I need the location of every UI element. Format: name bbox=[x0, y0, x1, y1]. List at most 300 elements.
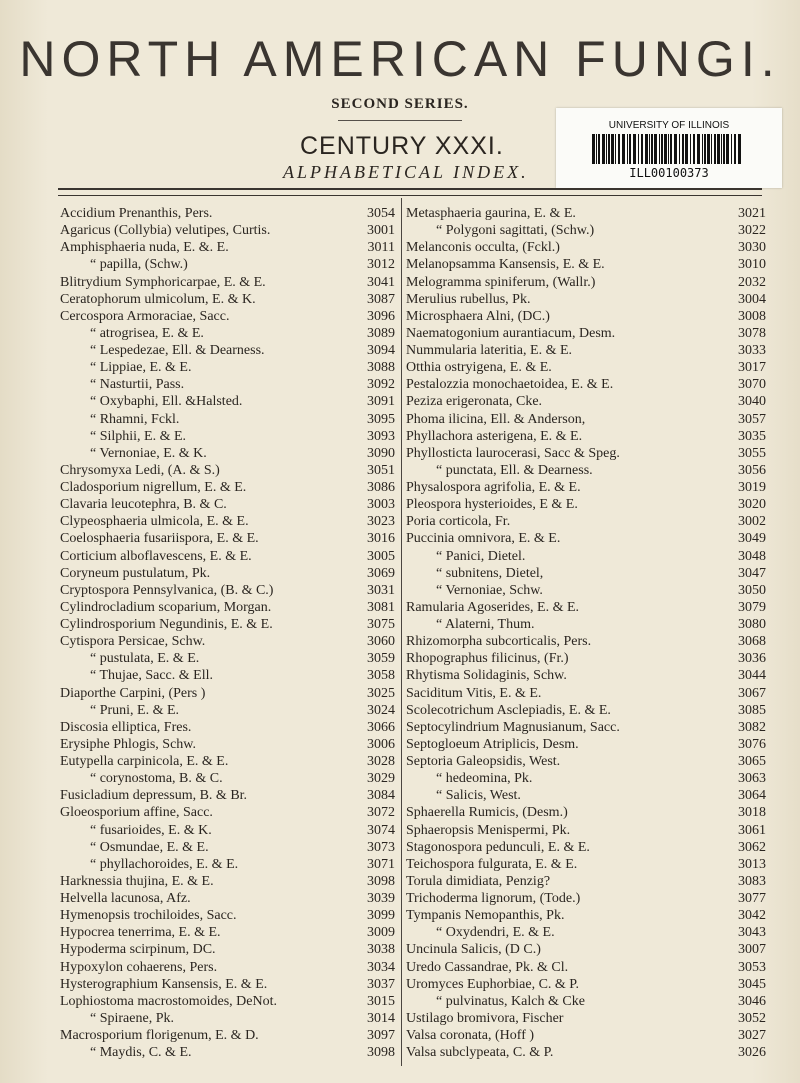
specimen-number: 3047 bbox=[738, 565, 766, 581]
species-name: “ fusarioides, E. & K. bbox=[90, 822, 212, 838]
index-entry bbox=[60, 804, 395, 821]
index-entry bbox=[406, 993, 766, 1010]
index-entry bbox=[60, 633, 395, 650]
specimen-number: 3074 bbox=[367, 822, 395, 838]
specimen-number: 3042 bbox=[738, 908, 766, 924]
index-entry bbox=[406, 256, 766, 273]
specimen-number: 3034 bbox=[367, 959, 395, 975]
species-name: “ Lippiae, E. & E. bbox=[90, 360, 192, 376]
column-divider bbox=[401, 198, 402, 1066]
index-entry bbox=[406, 770, 766, 787]
species-name: “ Panici, Dietel. bbox=[436, 548, 526, 564]
specimen-number: 3083 bbox=[738, 873, 766, 889]
species-name: Naematogonium aurantiacum, Desm. bbox=[406, 325, 616, 341]
specimen-number: 3068 bbox=[738, 634, 766, 650]
species-name: “ Maydis, C. & E. bbox=[90, 1045, 192, 1061]
index-entry bbox=[60, 856, 395, 873]
species-name: Uredo Cassandrae, Pk. & Cl. bbox=[406, 959, 569, 975]
species-name: Tympanis Nemopanthis, Pk. bbox=[406, 908, 565, 924]
specimen-number: 3079 bbox=[738, 599, 766, 615]
specimen-number: 3067 bbox=[738, 685, 766, 701]
index-entry bbox=[406, 445, 766, 462]
index-entry bbox=[406, 565, 766, 582]
index-entry bbox=[60, 1027, 395, 1044]
specimen-number: 3070 bbox=[738, 377, 766, 393]
species-name: Erysiphe Phlogis, Schw. bbox=[60, 736, 196, 752]
specimen-number: 3087 bbox=[367, 291, 395, 307]
species-name: Nummularia lateritia, E. & E. bbox=[406, 343, 573, 358]
specimen-number: 3040 bbox=[738, 394, 766, 410]
species-name: Pestalozzia monochaetoidea, E. & E. bbox=[406, 377, 614, 393]
species-name: Sphaeropsis Menispermi, Pk. bbox=[406, 822, 571, 838]
index-entry bbox=[406, 359, 766, 376]
specimen-number: 3086 bbox=[367, 480, 395, 495]
index-entry bbox=[60, 205, 395, 222]
specimen-number: 3041 bbox=[367, 274, 395, 290]
species-name: Hysterographium Kansensis, E. & E. bbox=[60, 976, 268, 992]
index-entry bbox=[60, 479, 395, 496]
specimen-number: 3051 bbox=[367, 462, 395, 478]
index-entry bbox=[60, 650, 395, 667]
species-name: Scolecotrichum Asclepiadis, E. & E. bbox=[406, 702, 611, 718]
index-entry bbox=[406, 291, 766, 308]
index-entry bbox=[60, 959, 395, 976]
index-entry bbox=[60, 616, 395, 633]
specimen-number: 3095 bbox=[367, 411, 395, 427]
specimen-number: 3081 bbox=[367, 599, 395, 615]
specimen-number: 3098 bbox=[367, 1045, 395, 1061]
specimen-number: 3045 bbox=[738, 976, 766, 992]
specimen-number: 3027 bbox=[738, 1028, 766, 1043]
species-name: Ceratophorum ulmicolum, E. & K. bbox=[60, 291, 256, 307]
specimen-number: 3098 bbox=[367, 873, 395, 889]
specimen-number: 3075 bbox=[367, 617, 395, 632]
specimen-number: 3013 bbox=[738, 856, 766, 872]
index-entry bbox=[60, 428, 395, 445]
index-entry bbox=[406, 582, 766, 599]
species-name: “ corynostoma, B. & C. bbox=[90, 771, 223, 787]
specimen-number: 3052 bbox=[738, 1010, 766, 1026]
barcode-icon bbox=[592, 134, 746, 164]
species-name: “ Osmundae, E. & E. bbox=[90, 839, 209, 855]
species-name: Eutypella carpinicola, E. & E. bbox=[60, 754, 229, 769]
specimen-number: 3076 bbox=[738, 736, 766, 752]
specimen-number: 3063 bbox=[738, 771, 766, 787]
specimen-number: 3099 bbox=[367, 908, 395, 924]
index-entry bbox=[60, 753, 395, 770]
index-entry bbox=[406, 787, 766, 804]
species-name: Peziza erigeronata, Cke. bbox=[406, 394, 543, 410]
species-name: “ Nasturtii, Pass. bbox=[90, 377, 185, 393]
index-entry bbox=[406, 753, 766, 770]
species-name: “ Rhamni, Fckl. bbox=[90, 411, 180, 427]
specimen-number: 3069 bbox=[367, 565, 395, 581]
index-entry bbox=[60, 513, 395, 530]
index-entry bbox=[406, 411, 766, 428]
specimen-number: 3003 bbox=[367, 497, 395, 513]
specimen-number: 3093 bbox=[367, 428, 395, 444]
index-entry bbox=[60, 325, 395, 342]
header-rule-thin bbox=[58, 195, 762, 196]
index-entry bbox=[406, 222, 766, 239]
index-entry bbox=[406, 1044, 766, 1061]
specimen-number: 3010 bbox=[738, 257, 766, 273]
index-entry bbox=[406, 376, 766, 393]
header-rule-thick bbox=[58, 188, 762, 190]
species-name: “ Polygoni sagittati, (Schw.) bbox=[436, 223, 595, 239]
species-name: Helvella lacunosa, Afz. bbox=[60, 891, 191, 906]
index-entry bbox=[406, 325, 766, 342]
specimen-number: 3015 bbox=[367, 993, 395, 1009]
species-name: Phoma ilicina, Ell. & Anderson, bbox=[406, 411, 586, 427]
index-entry bbox=[406, 907, 766, 924]
index-entry bbox=[406, 719, 766, 736]
species-name: “ Pruni, E. & E. bbox=[90, 702, 180, 718]
index-entry bbox=[406, 393, 766, 410]
index-entry bbox=[406, 685, 766, 702]
species-name: Sphaerella Rumicis, (Desm.) bbox=[406, 805, 568, 821]
specimen-number: 3026 bbox=[738, 1045, 766, 1061]
species-name: Uromyces Euphorbiae, C. & P. bbox=[406, 976, 580, 992]
specimen-number: 3091 bbox=[367, 394, 395, 410]
index-entry bbox=[60, 462, 395, 479]
species-name: “ papilla, (Schw.) bbox=[90, 257, 188, 273]
specimen-number: 3043 bbox=[738, 925, 766, 941]
species-name: “ Thujae, Sacc. & Ell. bbox=[90, 668, 213, 684]
specimen-number: 3085 bbox=[738, 702, 766, 718]
index-entry bbox=[60, 308, 395, 325]
species-name: Septocylindrium Magnusianum, Sacc. bbox=[406, 719, 620, 735]
index-entry bbox=[406, 856, 766, 873]
specimen-number: 3031 bbox=[367, 582, 395, 598]
index-entry bbox=[406, 205, 766, 222]
index-entry bbox=[406, 702, 766, 719]
library-barcode-label bbox=[556, 108, 782, 188]
specimen-number: 3025 bbox=[367, 685, 395, 701]
index-entry bbox=[60, 274, 395, 291]
index-entry bbox=[60, 376, 395, 393]
specimen-number: 3021 bbox=[738, 206, 766, 221]
species-name: Cylindrosporium Negundinis, E. & E. bbox=[60, 617, 273, 632]
series-underline bbox=[338, 120, 462, 121]
species-name: Gloeosporium affine, Sacc. bbox=[60, 805, 213, 821]
species-name: Cytispora Persicae, Schw. bbox=[60, 634, 206, 650]
species-name: “ pustulata, E. & E. bbox=[90, 651, 200, 667]
species-name: Torula dimidiata, Penzig? bbox=[406, 873, 551, 889]
species-name: Trichoderma lignorum, (Tode.) bbox=[406, 891, 581, 906]
index-entry bbox=[60, 924, 395, 941]
species-name: “ Salicis, West. bbox=[436, 788, 521, 804]
specimen-number: 3060 bbox=[367, 634, 395, 650]
specimen-number: 3090 bbox=[367, 445, 395, 461]
index-entry bbox=[60, 667, 395, 684]
specimen-number: 3097 bbox=[367, 1028, 395, 1043]
specimen-number: 3016 bbox=[367, 531, 395, 547]
species-name: “ Spiraene, Pk. bbox=[90, 1010, 174, 1026]
century-heading: CENTURY XXXI. bbox=[300, 132, 504, 160]
specimen-number: 3007 bbox=[738, 942, 766, 958]
species-name: “ Vernoniae, Schw. bbox=[436, 582, 543, 598]
specimen-number: 3017 bbox=[738, 360, 766, 376]
specimen-number: 3014 bbox=[367, 1010, 395, 1026]
index-entry bbox=[406, 736, 766, 753]
species-name: Metasphaeria gaurina, E. & E. bbox=[406, 206, 576, 221]
species-name: Harknessia thujina, E. & E. bbox=[60, 873, 214, 889]
specimen-number: 3048 bbox=[738, 548, 766, 564]
specimen-number: 3078 bbox=[738, 325, 766, 341]
specimen-number: 3055 bbox=[738, 445, 766, 461]
index-column-right bbox=[406, 205, 766, 1061]
index-entry bbox=[406, 839, 766, 856]
species-name: Merulius rubellus, Pk. bbox=[406, 291, 531, 307]
species-name: Microsphaera Alni, (DC.) bbox=[406, 308, 550, 324]
index-entry bbox=[60, 685, 395, 702]
species-name: “ Silphii, E. & E. bbox=[90, 428, 187, 444]
specimen-number: 3061 bbox=[738, 822, 766, 838]
species-name: Corticium alboflavescens, E. & E. bbox=[60, 548, 252, 564]
index-entry bbox=[60, 359, 395, 376]
specimen-number: 3008 bbox=[738, 308, 766, 324]
specimen-number: 3054 bbox=[367, 206, 395, 221]
species-name: Rhytisma Solidaginis, Schw. bbox=[406, 668, 567, 684]
species-name: Hypoxylon cohaerens, Pers. bbox=[60, 959, 218, 975]
index-entry bbox=[406, 462, 766, 479]
specimen-number: 3006 bbox=[367, 736, 395, 752]
species-name: Physalospora agrifolia, E. & E. bbox=[406, 480, 581, 495]
index-entry bbox=[60, 393, 395, 410]
index-entry bbox=[406, 804, 766, 821]
index-entry bbox=[60, 719, 395, 736]
species-name: Melogramma spiniferum, (Wallr.) bbox=[406, 274, 596, 290]
index-column-left bbox=[60, 205, 395, 1061]
index-entry bbox=[60, 702, 395, 719]
species-name: Rhizomorpha subcorticalis, Pers. bbox=[406, 634, 592, 650]
index-entry bbox=[406, 976, 766, 993]
index-entry bbox=[406, 667, 766, 684]
index-entry bbox=[60, 976, 395, 993]
specimen-number: 3046 bbox=[738, 993, 766, 1009]
specimen-number: 3096 bbox=[367, 308, 395, 324]
species-name: “ atrogrisea, E. & E. bbox=[90, 325, 204, 341]
specimen-number: 3082 bbox=[738, 719, 766, 735]
index-entry bbox=[406, 548, 766, 565]
species-name: Pleospora hysterioides, E & E. bbox=[406, 497, 578, 513]
specimen-number: 3077 bbox=[738, 891, 766, 906]
index-entry bbox=[406, 530, 766, 547]
specimen-number: 3037 bbox=[367, 976, 395, 992]
specimen-number: 3072 bbox=[367, 805, 395, 821]
index-entry bbox=[60, 222, 395, 239]
species-name: Accidium Prenanthis, Pers. bbox=[60, 206, 213, 221]
species-name: Phyllosticta laurocerasi, Sacc & Speg. bbox=[406, 445, 620, 461]
index-entry bbox=[406, 1010, 766, 1027]
specimen-number: 3057 bbox=[738, 411, 766, 427]
index-entry bbox=[60, 787, 395, 804]
specimen-number: 3065 bbox=[738, 754, 766, 769]
species-name: Melanconis occulta, (Fckl.) bbox=[406, 240, 560, 256]
index-entry bbox=[406, 873, 766, 890]
specimen-number: 3062 bbox=[738, 839, 766, 855]
index-entry bbox=[406, 890, 766, 907]
index-entry bbox=[406, 479, 766, 496]
index-entry bbox=[406, 822, 766, 839]
index-entry bbox=[60, 873, 395, 890]
index-entry bbox=[60, 411, 395, 428]
specimen-number: 3029 bbox=[367, 771, 395, 787]
index-entry bbox=[60, 548, 395, 565]
index-entry bbox=[406, 513, 766, 530]
species-name: “ subnitens, Dietel, bbox=[436, 565, 544, 581]
species-name: Uncinula Salicis, (D C.) bbox=[406, 942, 541, 958]
index-entry bbox=[60, 890, 395, 907]
specimen-number: 3019 bbox=[738, 480, 766, 495]
species-name: Septoria Galeopsidis, West. bbox=[406, 754, 561, 769]
index-entry bbox=[60, 736, 395, 753]
species-name: Ustilago bromivora, Fischer bbox=[406, 1010, 564, 1026]
specimen-number: 3088 bbox=[367, 360, 395, 376]
index-entry bbox=[60, 291, 395, 308]
index-entry bbox=[406, 616, 766, 633]
specimen-number: 3044 bbox=[738, 668, 766, 684]
specimen-number: 3039 bbox=[367, 891, 395, 906]
index-entry bbox=[406, 308, 766, 325]
index-entry bbox=[406, 599, 766, 616]
specimen-number: 3030 bbox=[738, 240, 766, 256]
species-name: “ Vernoniae, E. & K. bbox=[90, 445, 207, 461]
index-entry bbox=[406, 239, 766, 256]
specimen-number: 3033 bbox=[738, 343, 766, 358]
index-entry bbox=[406, 941, 766, 958]
index-entry bbox=[406, 496, 766, 513]
specimen-number: 3005 bbox=[367, 548, 395, 564]
specimen-number: 3023 bbox=[367, 514, 395, 530]
species-name: Cercospora Armoraciae, Sacc. bbox=[60, 308, 230, 324]
specimen-number: 3053 bbox=[738, 959, 766, 975]
specimen-number: 3073 bbox=[367, 839, 395, 855]
index-entry bbox=[60, 582, 395, 599]
species-name: “ pulvinatus, Kalch & Cke bbox=[436, 993, 585, 1009]
specimen-number: 3092 bbox=[367, 377, 395, 393]
index-heading: ALPHABETICAL INDEX. bbox=[283, 162, 529, 182]
index-entry bbox=[406, 274, 766, 291]
species-name: Phyllachora asterigena, E. & E. bbox=[406, 428, 583, 444]
index-entry bbox=[60, 822, 395, 839]
species-name: Hymenopsis trochiloides, Sacc. bbox=[60, 908, 237, 924]
barcode-number: ILL00100373 bbox=[629, 166, 709, 180]
specimen-number: 3036 bbox=[738, 651, 766, 667]
species-name: Otthia ostryigena, E. & E. bbox=[406, 360, 552, 376]
species-name: “ Lespedezae, Ell. & Dearness. bbox=[90, 343, 265, 358]
index-entry bbox=[60, 839, 395, 856]
specimen-number: 3002 bbox=[738, 514, 766, 530]
species-name: Cladosporium nigrellum, E. & E. bbox=[60, 480, 247, 495]
species-name: Coryneum pustulatum, Pk. bbox=[60, 565, 211, 581]
species-name: Clypeosphaeria ulmicola, E. & E. bbox=[60, 514, 249, 530]
index-entry bbox=[60, 342, 395, 359]
species-name: Lophiostoma macrostomoides, DeNot. bbox=[60, 993, 277, 1009]
specimen-number: 3009 bbox=[367, 925, 395, 941]
species-name: Discosia elliptica, Fres. bbox=[60, 719, 192, 735]
specimen-number: 3020 bbox=[738, 497, 766, 513]
species-name: “ phyllachoroides, E. & E. bbox=[90, 856, 239, 872]
specimen-number: 3058 bbox=[367, 668, 395, 684]
specimen-number: 3089 bbox=[367, 325, 395, 341]
index-entry bbox=[60, 565, 395, 582]
species-name: Chrysomyxa Ledi, (A. & S.) bbox=[60, 462, 220, 478]
specimen-number: 3024 bbox=[367, 702, 395, 718]
species-name: “ punctata, Ell. & Dearness. bbox=[436, 462, 593, 478]
index-entry bbox=[406, 1027, 766, 1044]
species-name: Poria corticola, Fr. bbox=[406, 514, 511, 530]
species-name: Fusicladium depressum, B. & Br. bbox=[60, 788, 248, 804]
species-name: “ Alaterni, Thum. bbox=[436, 617, 535, 632]
species-name: Clavaria leucotephra, B. & C. bbox=[60, 497, 227, 513]
species-name: Rhopographus filicinus, (Fr.) bbox=[406, 651, 569, 667]
species-name: Valsa coronata, (Hoff ) bbox=[406, 1028, 535, 1043]
index-entry bbox=[60, 770, 395, 787]
index-entry bbox=[60, 599, 395, 616]
species-name: Ramularia Agoserides, E. & E. bbox=[406, 599, 580, 615]
species-name: “ Oxydendri, E. & E. bbox=[436, 925, 555, 941]
index-entry bbox=[406, 959, 766, 976]
species-name: Valsa subclypeata, C. & P. bbox=[406, 1045, 554, 1061]
species-name: Melanopsamma Kansensis, E. & E. bbox=[406, 257, 605, 273]
specimen-number: 3059 bbox=[367, 651, 395, 667]
species-name: Blitrydium Symphoricarpae, E. & E. bbox=[60, 274, 266, 290]
species-name: Stagonospora pedunculi, E. & E. bbox=[406, 839, 590, 855]
species-name: Puccinia omnivora, E. & E. bbox=[406, 531, 561, 547]
species-name: Saciditum Vitis, E. & E. bbox=[406, 685, 542, 701]
species-name: “ hedeomina, Pk. bbox=[436, 771, 533, 787]
index-entry bbox=[406, 650, 766, 667]
species-name: Hypoderma scirpinum, DC. bbox=[60, 942, 216, 958]
species-name: Diaporthe Carpini, (Pers ) bbox=[60, 685, 206, 701]
specimen-number: 3094 bbox=[367, 343, 395, 358]
specimen-number: 3001 bbox=[367, 223, 395, 239]
species-name: Amphisphaeria nuda, E. &. E. bbox=[60, 240, 229, 256]
index-entry bbox=[406, 924, 766, 941]
species-name: “ Oxybaphi, Ell. &Halsted. bbox=[90, 394, 243, 410]
species-name: Septogloeum Atriplicis, Desm. bbox=[406, 736, 579, 752]
page-title: NORTH AMERICAN FUNGI. bbox=[19, 31, 781, 87]
specimen-number: 3049 bbox=[738, 531, 766, 547]
index-entry bbox=[60, 1010, 395, 1027]
index-entry bbox=[406, 428, 766, 445]
species-name: Cylindrocladium scoparium, Morgan. bbox=[60, 599, 272, 615]
specimen-number: 2032 bbox=[738, 274, 766, 290]
specimen-number: 3018 bbox=[738, 805, 766, 821]
specimen-number: 3022 bbox=[738, 223, 766, 239]
specimen-number: 3071 bbox=[367, 856, 395, 872]
specimen-number: 3012 bbox=[367, 257, 395, 273]
specimen-number: 3028 bbox=[367, 754, 395, 769]
index-entry bbox=[60, 993, 395, 1010]
species-name: Cryptospora Pennsylvanica, (B. & C.) bbox=[60, 582, 274, 598]
index-entry bbox=[60, 496, 395, 513]
species-name: Hypocrea tenerrima, E. & E. bbox=[60, 925, 221, 941]
index-entry bbox=[60, 1044, 395, 1061]
species-name: Macrosporium florigenum, E. & D. bbox=[60, 1028, 259, 1043]
index-entry bbox=[60, 445, 395, 462]
specimen-number: 3038 bbox=[367, 942, 395, 958]
species-name: Teichospora fulgurata, E. & E. bbox=[406, 856, 578, 872]
specimen-number: 3056 bbox=[738, 462, 766, 478]
specimen-number: 3035 bbox=[738, 428, 766, 444]
specimen-number: 3011 bbox=[367, 240, 395, 256]
index-entry bbox=[60, 530, 395, 547]
specimen-number: 3004 bbox=[738, 291, 766, 307]
index-entry bbox=[60, 907, 395, 924]
